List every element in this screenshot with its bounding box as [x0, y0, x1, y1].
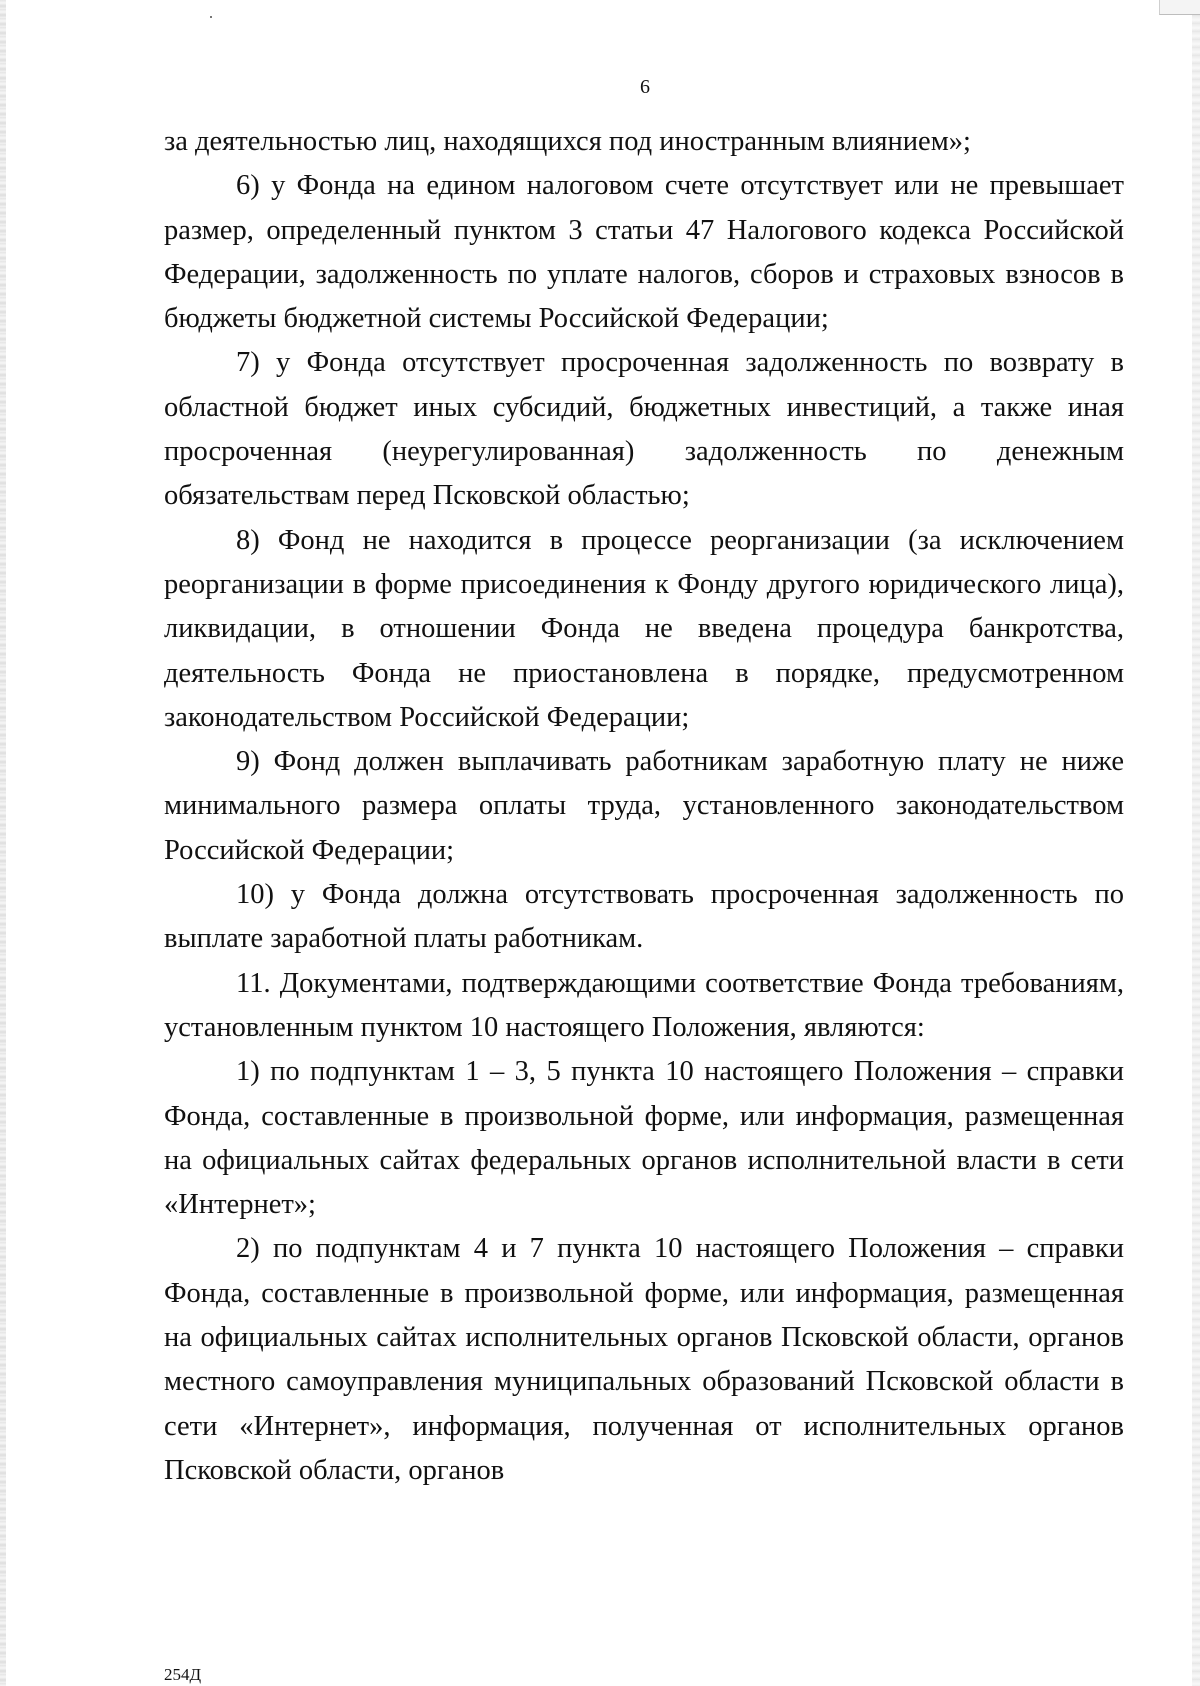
scan-edge-left	[0, 0, 6, 1686]
document-body	[164, 120, 1124, 1493]
page-number: 6	[640, 76, 650, 98]
scan-corner	[1159, 0, 1200, 15]
paragraph-item-10: 10) у Фонда должна отсутствовать просроченная задолженность по выплате заработной платы работникам.	[164, 879, 1124, 955]
footer-code: 254Д	[164, 1665, 202, 1684]
paragraph-subitem-1: 1) по подпунктам 1 – 3, 5 пункта 10 настоящего Положения – справки Фонда, составленные в произвольной форме, или информация, размещенная на официальных сайтах федеральных органов исполнительной власти в сети «Интернет»;	[164, 1056, 1124, 1221]
scan-speck	[210, 16, 212, 18]
paragraph-item-6: 6) у Фонда на едином налоговом счете отсутствует или не превышает размер, определенный пунктом 3 статьи 47 Налогового кодекса Российской Федерации, задолженность по уплате налогов, сборов и страховых взносов в бюджеты бюджетной системы Российской Федерации;	[164, 170, 1124, 335]
paragraph-subitem-2: 2) по подпунктам 4 и 7 пункта 10 настоящего Положения – справки Фонда, составленные в произвольной форме, или информация, размещенная на официальных сайтах исполнительных органов Псковской области, органов местного самоуправления муниципальных образований Псковской области в сети «Интернет», информация, полученная от исполнительных органов Псковской области, органов	[164, 1233, 1124, 1486]
paragraph-item-9: 9) Фонд должен выплачивать работникам заработную плату не ниже минимального размера оплаты труда, установленного законодательством Российской Федерации;	[164, 746, 1124, 866]
scan-edge-right	[1192, 0, 1200, 1686]
paragraph-item-7: 7) у Фонда отсутствует просроченная задолженность по возврату в областной бюджет иных субсидий, бюджетных инвестиций, а также иная просроченная (неурегулированная) задолженность по денежным обязательствам перед Псковской областью;	[164, 347, 1124, 512]
paragraph-continuation: за деятельностью лиц, находящихся под иностранным влиянием»;	[164, 126, 971, 157]
paragraph-item-8: 8) Фонд не находится в процессе реорганизации (за исключением реорганизации в форме присоединения к Фонду другого юридического лица), ликвидации, в отношении Фонда не введена процедура банкротства, деятельность Фонда не приостановлена в порядке, предусмотренном законодательством Российской Федерации;	[164, 524, 1124, 733]
paragraph-section-11: 11. Документами, подтверждающими соответствие Фонда требованиям, установленным пунктом 10 настоящего Положения, являются:	[164, 967, 1124, 1043]
